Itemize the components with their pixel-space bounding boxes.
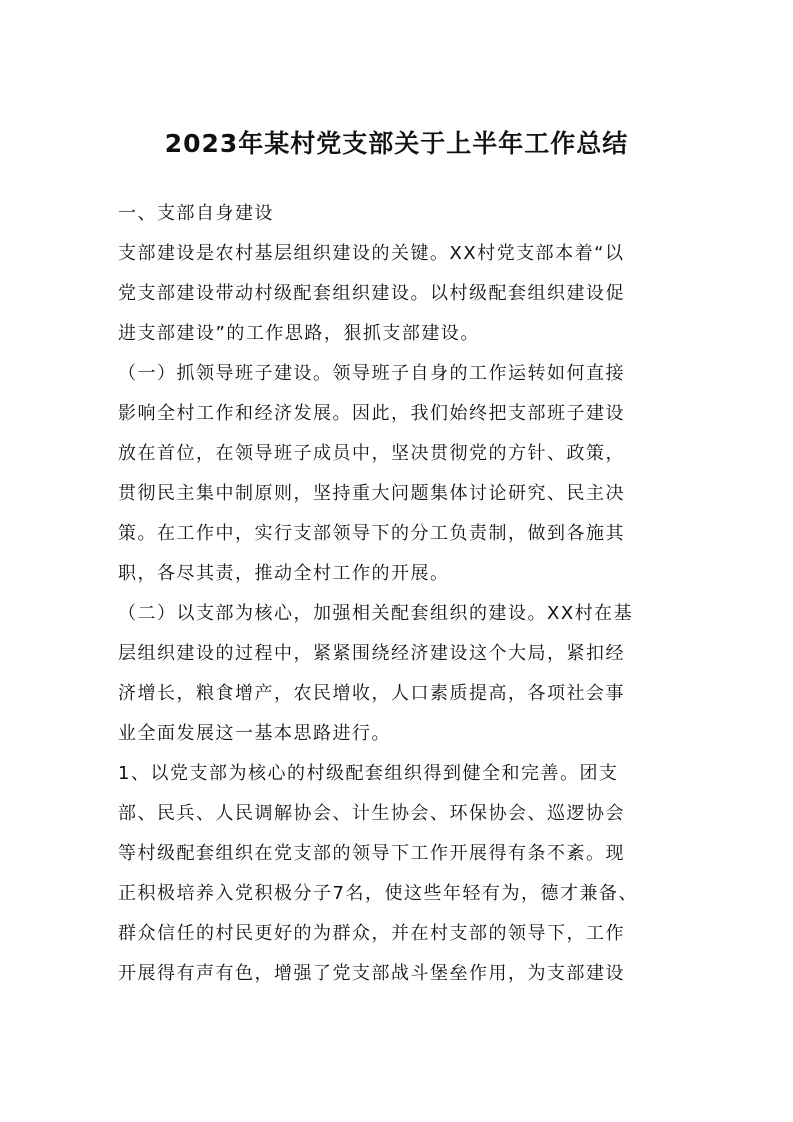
- text-line: 策。在工作中，实行支部领导下的分工负责制，做到各施其: [118, 523, 625, 544]
- text-line: 影响全村工作和经济发展。因此，我们始终把支部班子建设: [118, 403, 625, 424]
- text-line: 支部建设是农村基层组织建设的关键。XX村党支部本着“以: [118, 243, 625, 264]
- text-line: 部、民兵、人民调解协会、计生协会、环保协会、巡逻协会: [118, 803, 625, 824]
- text-line: 放在首位，在领导班子成员中，坚决贯彻党的方针、政策，: [118, 443, 625, 464]
- text-line: （一）抓领导班子建设。领导班子自身的工作运转如何直接: [118, 363, 625, 384]
- text-line: 进支部建设”的工作思路，狠抓支部建设。: [118, 323, 480, 344]
- text-line: 正积极培养入党积极分子7名，使这些年轻有为，德才兼备、: [118, 883, 638, 904]
- text-line: 济增长，粮食增产，农民增收，人口素质提高，各项社会事: [118, 683, 625, 704]
- text-line: （二）以支部为核心，加强相关配套组织的建设。XX村在基: [118, 603, 634, 624]
- text-line: 职，各尽其责，推动全村工作的开展。: [118, 563, 450, 584]
- text-line: 层组织建设的过程中，紧紧围绕经济建设这个大局，紧扣经: [118, 643, 625, 664]
- text-line: 业全面发展这一基本思路进行。: [118, 723, 391, 744]
- document-body: [118, 194, 678, 994]
- text-line: 等村级配套组织在党支部的领导下工作开展得有条不紊。现: [118, 843, 625, 864]
- text-line: 1、以党支部为核心的村级配套组织得到健全和完善。团支: [118, 763, 619, 784]
- text-line: 党支部建设带动村级配套组织建设。以村级配套组织建设促: [118, 283, 625, 304]
- document-title: 2023年某村党支部关于上半年工作总结: [164, 129, 629, 158]
- text-line: 群众信任的村民更好的为群众，并在村支部的领导下，工作: [118, 923, 625, 944]
- text-line: 一、支部自身建设: [118, 203, 274, 224]
- text-line: 开展得有声有色，增强了党支部战斗堡垒作用，为支部建设: [118, 963, 625, 984]
- text-line: 贯彻民主集中制原则，坚持重大问题集体讨论研究、民主决: [118, 483, 625, 504]
